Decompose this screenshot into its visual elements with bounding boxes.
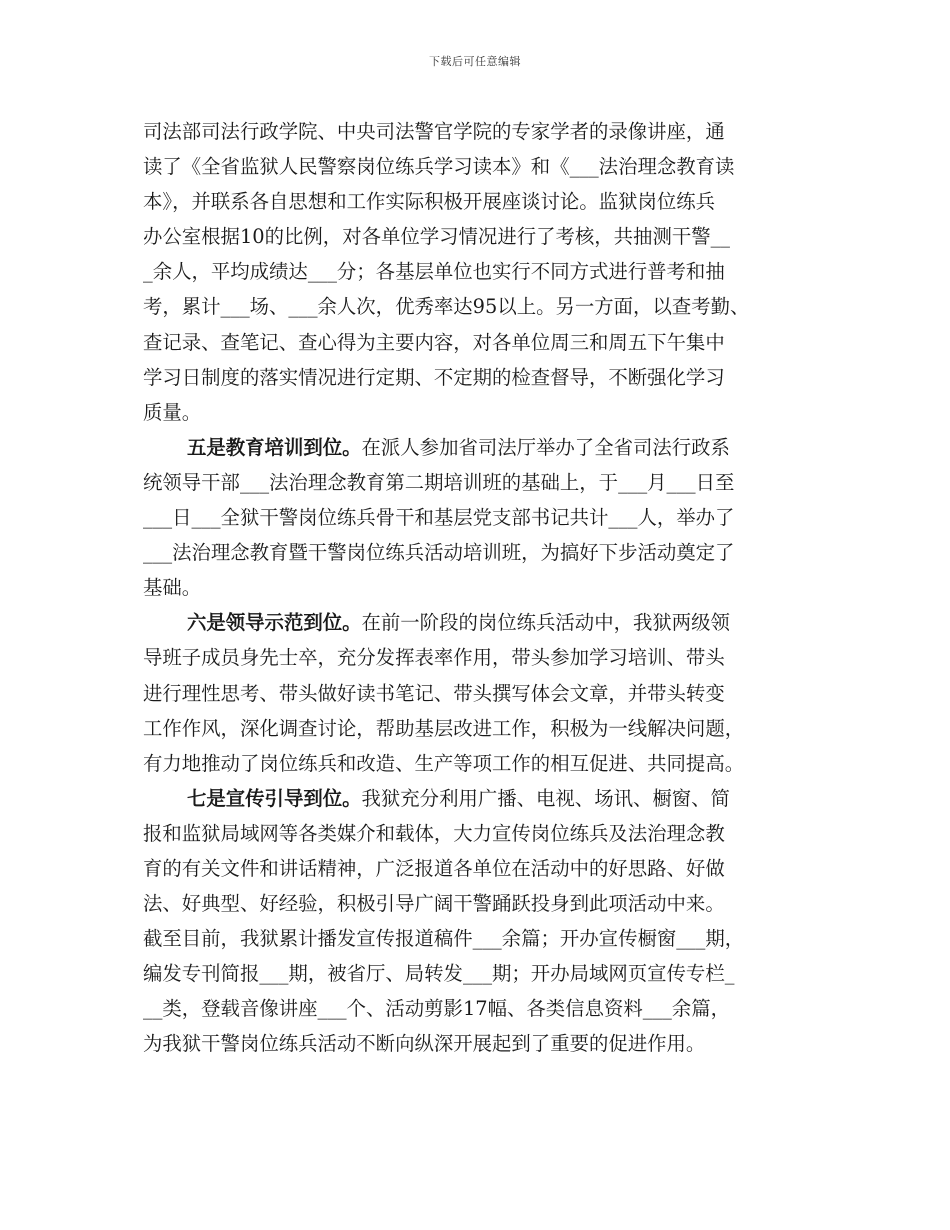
line-text: 读了《全省监狱人民警察岗位练兵学习读本》和《___法治理念教育读	[143, 155, 735, 179]
text-line	[143, 360, 827, 395]
line-text: 导班子成员身先士卒，充分发挥表率作用，带头参加学习培训、带头	[143, 646, 725, 670]
text-line	[143, 465, 827, 500]
text-line	[143, 430, 827, 465]
text-line	[143, 781, 827, 816]
line-text: 考，累计___场、___余人次，优秀率达95以上。另一方面，以查考勤、	[143, 295, 750, 319]
text-line	[143, 816, 827, 851]
line-text: ___日___全狱干警岗位练兵骨干和基层党支部书记共计___人，举办了	[143, 506, 735, 530]
line-text: 司法部司法行政学院、中央司法警官学院的专家学者的录像讲座，通	[143, 120, 725, 143]
line-text: 报和监狱局域网等各类媒介和载体，大力宣传岗位练兵及法治理念教	[143, 821, 725, 845]
line-text: 查记录、查笔记、查心得为主要内容，对各单位周三和周五下午集中	[143, 330, 725, 354]
text-line	[143, 851, 827, 886]
line-text: 我狱充分利用广播、电视、场讯、橱窗、简	[361, 786, 730, 810]
text-line	[143, 605, 827, 640]
line-text: 进行理性思考、带头做好读书笔记、带头撰写体会文章，并带头转变	[143, 681, 725, 705]
section-heading: 七是宣传引导到位。	[187, 786, 362, 810]
text-line	[143, 219, 827, 254]
line-text: 在前一阶段的岗位练兵活动中，我狱两级领	[361, 611, 730, 635]
text-line	[143, 1026, 827, 1061]
line-text: 基础。	[143, 576, 202, 600]
line-text: 工作作风，深化调查讨论，帮助基层改进工作，积极为一线解决问题，	[143, 716, 745, 740]
section-heading: 六是领导示范到位。	[187, 611, 362, 635]
text-line	[143, 289, 827, 324]
text-line	[143, 570, 827, 605]
text-line	[143, 746, 827, 781]
section-heading: 五是教育培训到位。	[187, 435, 362, 459]
text-line	[143, 149, 827, 184]
line-text: 在派人参加省司法厅举办了全省司法行政系	[361, 435, 730, 459]
document-body	[143, 114, 827, 1062]
text-line	[143, 535, 827, 570]
line-text: 统领导干部___法治理念教育第二期培训班的基础上，于___月___日至	[143, 470, 735, 494]
text-line	[143, 500, 827, 535]
line-text: _余人，平均成绩达___分；各基层单位也实行不同方式进行普考和抽	[143, 260, 725, 284]
line-text: 截至目前，我狱累计播发宣传报道稿件___余篇；开办宣传橱窗___期，	[143, 927, 745, 951]
text-line	[143, 254, 827, 289]
line-text: __类，登载音像讲座___个、活动剪影17幅、各类信息资料___余篇，	[143, 997, 731, 1021]
text-line	[143, 325, 827, 360]
line-text: 编发专刊简报___期，被省厅、局转发___期；开办局域网页宣传专栏_	[143, 962, 735, 986]
page-header-note: 下载后可任意编辑	[429, 55, 521, 68]
line-text: 法、好典型、好经验，积极引导广阔干警踊跃投身到此项活动中来。	[143, 892, 725, 916]
line-text: ___法治理念教育暨干警岗位练兵活动培训班，为搞好下步活动奠定了	[143, 541, 735, 565]
text-line	[143, 114, 827, 149]
line-text: 有力地推动了岗位练兵和改造、生产等项工作的相互促进、共同提高。	[143, 751, 745, 775]
line-text: 质量。	[143, 400, 202, 424]
text-line	[143, 676, 827, 711]
text-line	[143, 640, 827, 675]
text-line	[143, 711, 827, 746]
text-line	[143, 991, 827, 1026]
text-line	[143, 395, 827, 430]
text-line	[143, 956, 827, 991]
line-text: 育的有关文件和讲话精神，广泛报道各单位在活动中的好思路、好做	[143, 856, 725, 880]
text-line	[143, 184, 827, 219]
text-line	[143, 921, 827, 956]
line-text: 为我狱干警岗位练兵活动不断向纵深开展起到了重要的促进作用。	[143, 1032, 706, 1056]
line-text: 学习日制度的落实情况进行定期、不定期的检查督导，不断强化学习	[143, 365, 725, 389]
line-text: 本》，并联系各自思想和工作实际积极开展座谈讨论。监狱岗位练兵	[143, 190, 716, 214]
line-text: 办公室根据10的比例，对各单位学习情况进行了考核，共抽测干警__	[143, 225, 731, 249]
text-line	[143, 886, 827, 921]
